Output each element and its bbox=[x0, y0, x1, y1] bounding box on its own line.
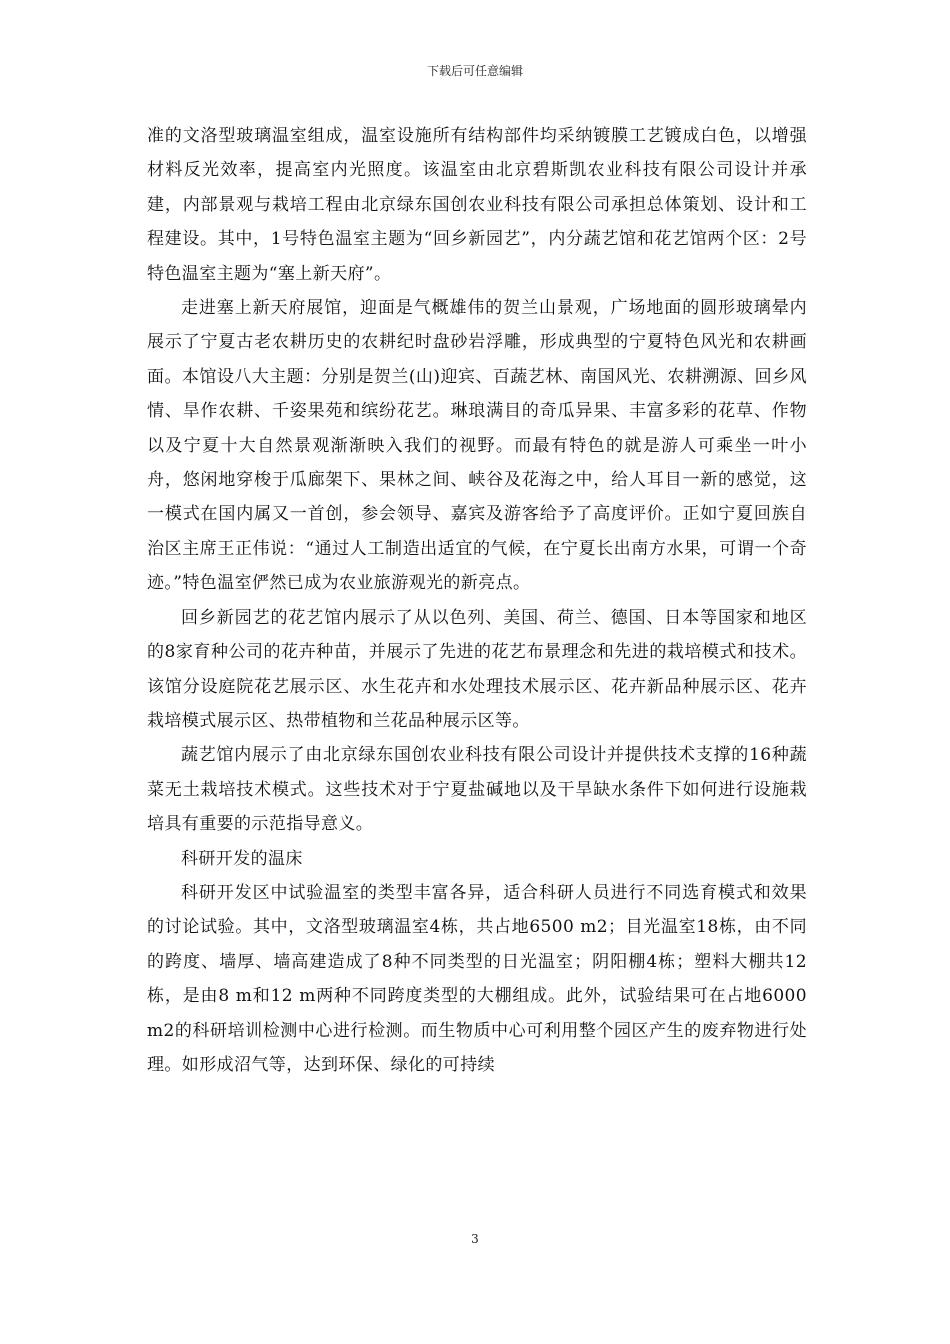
paragraph-3: 回乡新园艺的花艺馆内展示了从以色列、美国、荷兰、德国、日本等国家和地区的8家育种公司的花卉种苗，并展示了先进的花艺布景理念和先进的栽培模式和技术。该馆分设庭院花艺展示区、水生花卉和水处理技术展示区、花卉新品种展示区、花卉栽培模式展示区、热带植物和兰花品种展示区等。 bbox=[147, 607, 807, 731]
paragraph-1: 准的文洛型玻璃温室组成，温室设施所有结构部件均采纳镀膜工艺镀成白色，以增强材料反光效率，提高室内光照度。该温室由北京碧斯凯农业科技有限公司设计并承建，内部景观与栽培工程由北京绿东国创农业科技有限公司承担总体策划、设计和工程建设。其中，1号特色温室主题为“回乡新园艺”，内分蔬艺馆和花艺馆两个区：2号特色温室主题为“塞上新天府”。 bbox=[147, 126, 807, 284]
page-header: 下载后可任意编辑 bbox=[426, 64, 523, 78]
paragraph-2: 走进塞上新天府展馆，迎面是气概雄伟的贺兰山景观，广场地面的圆形玻璃晕内展示了宁夏古老农耕历史的农耕纪时盘砂岩浮雕，形成典型的宁夏特色风光和农耕画面。本馆设八大主题：分别是贺兰(山)迎宾、百蔬艺林、南国风光、农耕溯源、回乡风情、旱作农耕、千姿果苑和缤纷花艺。琳琅满目的奇瓜异果、丰富多彩的花草、作物以及宁夏十大自然景观渐渐映入我们的视野。而最有特色的就是游人可乘坐一叶小舟，悠闲地穿梭于瓜廊架下、果林之间、峡谷及花海之中，给人耳目一新的感觉，这一模式在国内属又一首创，参会领导、嘉宾及游客给予了高度评价。正如宁夏回族自治区主席王正伟说：“通过人工制造出适宜的气候，在宁夏长出南方水果，可谓一个奇迹。”特色温室俨然已成为农业旅游观光的新亮点。 bbox=[147, 298, 807, 594]
page-number: 3 bbox=[471, 1232, 479, 1246]
paragraph-5: 科研开发区中试验温室的类型丰富各异，适合科研人员进行不同选育模式和效果的讨论试验。其中，文洛型玻璃温室4栋，共占地6500 m2；目光温室18栋，由不同的跨度、墙厚、墙高建造成了8种不同类型的日光温室；阴阳棚4栋；塑料大棚共12栋，是由8 m和12 m两种不同跨度类型的大棚组成。此外，试验结果可在占地6000 m2的科研培训检测中心进行检测。而生物质中心可利用整个园区产生的废弃物进行处理。如形成沼气等，达到环保、绿化的可持续 bbox=[147, 882, 807, 1075]
section-heading: 科研开发的温床 bbox=[181, 848, 303, 869]
document-body bbox=[147, 119, 807, 1082]
paragraph-4: 蔬艺馆内展示了由北京绿东国创农业科技有限公司设计并提供技术支撑的16种蔬菜无土栽培技术模式。这些技术对于宁夏盐碱地以及干旱缺水条件下如何进行设施栽培具有重要的示范指导意义。 bbox=[147, 745, 807, 835]
